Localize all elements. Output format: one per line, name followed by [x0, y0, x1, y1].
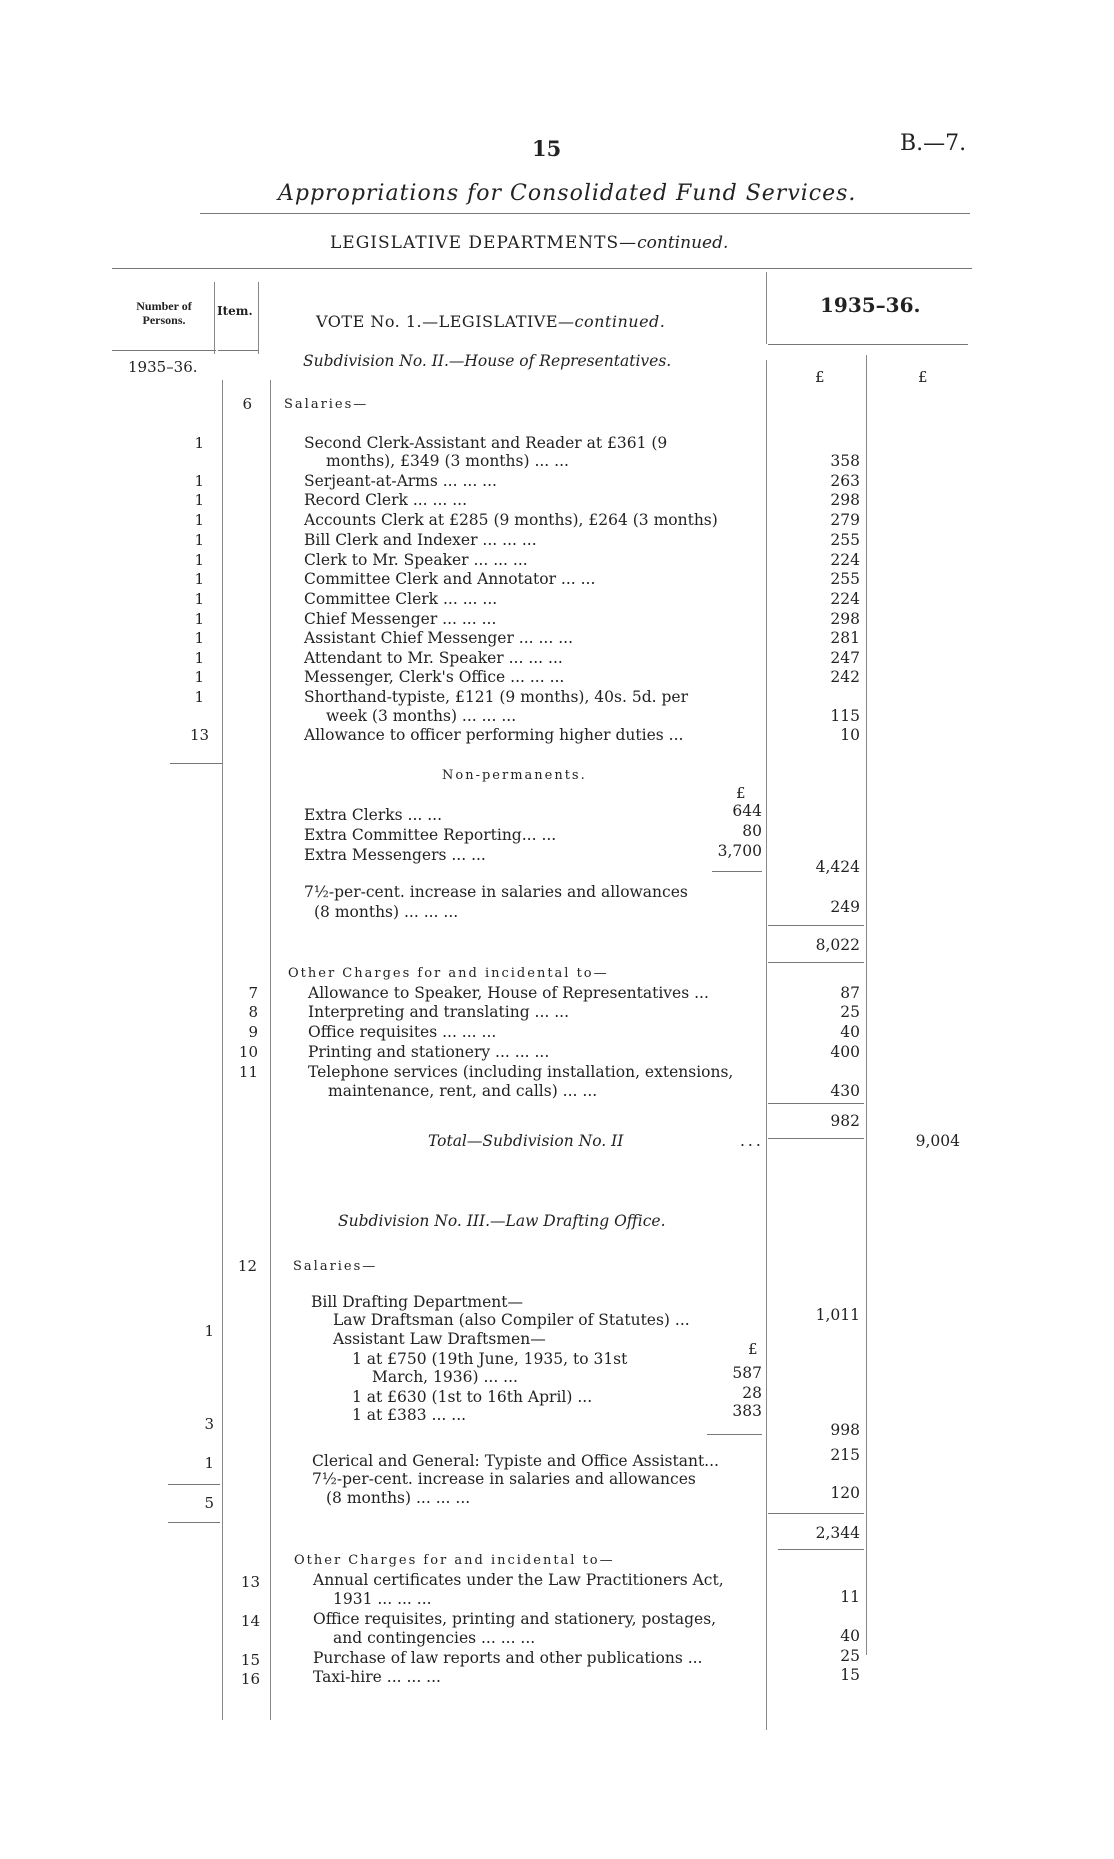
- page-number: 15: [532, 136, 562, 161]
- other-charge-text: Interpreting and translating ... ...: [308, 1003, 570, 1021]
- non-permanent-amount: 80: [742, 822, 762, 840]
- salary-row-persons: 1: [194, 491, 204, 509]
- non-permanents-pound-sign: £: [736, 784, 746, 802]
- vote-title: [316, 312, 665, 331]
- subdivision-3-persons-total: 5: [204, 1494, 214, 1512]
- assistant-draftsman-text: March, 1936) ... ...: [372, 1368, 518, 1386]
- salary-row-text: Attendant to Mr. Speaker ... ... ...: [304, 649, 563, 667]
- subdivision-2-total-dots: ...: [740, 1132, 764, 1150]
- salary-row-text: Bill Clerk and Indexer ... ... ...: [304, 531, 537, 549]
- department-continued: continued.: [637, 233, 729, 253]
- clerical-amount: 215: [830, 1446, 860, 1464]
- vote-name: VOTE No. 1.—LEGISLATIVE—: [316, 312, 575, 331]
- salary-row-amount: 115: [830, 707, 860, 725]
- assistant-total: 998: [830, 1421, 860, 1439]
- other-charge-amount: 87: [840, 984, 860, 1002]
- other-charge-amount: 40: [840, 1023, 860, 1041]
- salary-row-amount: 281: [830, 629, 860, 647]
- assistant-draftsman-text: 1 at £383 ... ...: [352, 1406, 467, 1424]
- salary-row-text: Second Clerk-Assistant and Reader at £361 (9: [304, 434, 668, 452]
- other-charges-label: Other Charges for and incidental to—: [288, 966, 609, 981]
- other-charge-text: Office requisites, printing and stationery, postages,: [313, 1610, 717, 1628]
- assistant-draftsman-amount: 383: [732, 1402, 762, 1420]
- salary-row-persons: 13: [190, 726, 210, 744]
- salary-row-amount: 242: [830, 668, 860, 686]
- increase-2-line-2: (8 months) ... ... ...: [326, 1489, 471, 1507]
- salaries-total: 8,022: [815, 936, 860, 954]
- salary-row-persons: 1: [194, 610, 204, 628]
- salary-row-text: Assistant Chief Messenger ... ... ...: [304, 629, 573, 647]
- other-charge-item-number: 7: [248, 984, 258, 1002]
- assistant-pound-sign: £: [748, 1340, 758, 1358]
- law-draftsman-persons: 1: [204, 1322, 214, 1340]
- clerical-and-general: Clerical and General: Typiste and Office Assistant...: [312, 1452, 719, 1470]
- salary-row-amount: 224: [830, 551, 860, 569]
- other-charge-text: Allowance to Speaker, House of Representatives ...: [308, 984, 709, 1002]
- salary-row-amount: 10: [840, 726, 860, 744]
- non-permanent-text: Extra Messengers ... ...: [304, 846, 486, 864]
- item-number-12: 12: [237, 1257, 257, 1275]
- other-charge-amount: 40: [840, 1627, 860, 1645]
- other-charge-text: Telephone services (including installation, extensions,: [308, 1063, 734, 1081]
- assistant-law-draftsmen: Assistant Law Draftsmen—: [333, 1330, 546, 1348]
- subdivision-2-total-label: Total—Subdivision No. II: [428, 1132, 624, 1150]
- salary-row-amount: 255: [830, 570, 860, 588]
- salary-row-amount: 247: [830, 649, 860, 667]
- assistant-persons: 3: [204, 1415, 214, 1433]
- salary-row-persons: 1: [194, 590, 204, 608]
- department-title: LEGISLATIVE DEPARTMENTS—: [330, 233, 638, 253]
- salary-row-text: Clerk to Mr. Speaker ... ... ...: [304, 551, 528, 569]
- salary-row-amount: 279: [830, 511, 860, 529]
- salary-row-text: Committee Clerk and Annotator ... ...: [304, 570, 596, 588]
- salary-row-amount: 298: [830, 491, 860, 509]
- salary-row-text: week (3 months) ... ... ...: [326, 707, 517, 725]
- other-charge-text: Taxi-hire ... ... ...: [313, 1668, 441, 1686]
- other-charge-text: 1931 ... ... ...: [333, 1590, 432, 1608]
- other-charge-text: and contingencies ... ... ...: [333, 1629, 536, 1647]
- other-charge-amount: 11: [840, 1588, 860, 1606]
- other-charge-item-number: 13: [240, 1573, 260, 1591]
- salary-row-persons: 1: [194, 570, 204, 588]
- salary-row-text: Allowance to officer performing higher duties ...: [304, 726, 684, 744]
- salary-row-amount: 224: [830, 590, 860, 608]
- other-charge-text: Purchase of law reports and other publications ...: [313, 1649, 703, 1667]
- other-charge-item-number: 9: [248, 1023, 258, 1041]
- year-left: 1935–36.: [128, 358, 198, 376]
- salary-row-persons: 1: [194, 551, 204, 569]
- non-permanent-text: Extra Clerks ... ...: [304, 806, 443, 824]
- salary-row-amount: 298: [830, 610, 860, 628]
- subdivision-2-title: Subdivision No. II.—House of Representatives.: [303, 352, 672, 370]
- law-draftsman: Law Draftsman (also Compiler of Statutes) ...: [333, 1311, 690, 1329]
- other-charge-item-number: 15: [240, 1651, 260, 1669]
- assistant-draftsman-text: 1 at £630 (1st to 16th April) ...: [352, 1388, 593, 1406]
- salaries-label-2: Salaries—: [293, 1259, 378, 1274]
- other-charges-total: 982: [830, 1112, 860, 1130]
- non-permanent-text: Extra Committee Reporting... ...: [304, 826, 557, 844]
- other-charge-item-number: 10: [238, 1043, 258, 1061]
- document-reference: B.—7.: [900, 131, 967, 156]
- increase-2-amount: 120: [830, 1484, 860, 1502]
- column-header-persons: Number of Persons.: [136, 299, 192, 327]
- other-charge-item-number: 8: [248, 1003, 258, 1021]
- assistant-draftsman-text: 1 at £750 (19th June, 1935, to 31st: [352, 1350, 628, 1368]
- item-number: 6: [242, 395, 252, 413]
- non-permanents-label: Non-permanents.: [442, 768, 587, 783]
- other-charge-amount: 430: [830, 1082, 860, 1100]
- other-charges-label-2: Other Charges for and incidental to—: [294, 1553, 615, 1568]
- pound-sign-col1: £: [815, 368, 825, 386]
- subdivision-3-title: Subdivision No. III.—Law Drafting Office.: [338, 1212, 666, 1230]
- salary-row-text: Record Clerk ... ... ...: [304, 491, 468, 509]
- other-charge-item-number: 16: [240, 1670, 260, 1688]
- other-charge-amount: 25: [840, 1003, 860, 1021]
- increase-amount: 249: [830, 898, 860, 916]
- salary-row-text: Shorthand-typiste, £121 (9 months), 40s. 5d. per: [304, 688, 688, 706]
- other-charge-amount: 400: [830, 1043, 860, 1061]
- other-charge-item-number: 14: [240, 1612, 260, 1630]
- other-charge-text: Printing and stationery ... ... ...: [308, 1043, 550, 1061]
- subdivision-3-salaries-total: 2,344: [815, 1524, 860, 1542]
- bill-drafting-department: Bill Drafting Department—: [311, 1293, 524, 1311]
- salary-row-text: Chief Messenger ... ... ...: [304, 610, 497, 628]
- other-charge-amount: 25: [840, 1647, 860, 1665]
- non-permanents-total: 4,424: [815, 858, 860, 876]
- law-draftsman-amount: 1,011: [815, 1306, 860, 1324]
- clerical-persons: 1: [204, 1454, 214, 1472]
- salary-row-persons: 1: [194, 511, 204, 529]
- pound-sign-col2: £: [918, 368, 928, 386]
- year-right: 1935–36.: [820, 293, 921, 317]
- salary-row-text: Committee Clerk ... ... ...: [304, 590, 498, 608]
- other-charge-text: maintenance, rent, and calls) ... ...: [328, 1082, 598, 1100]
- non-permanent-amount: 644: [732, 802, 762, 820]
- salary-row-persons: 1: [194, 688, 204, 706]
- other-charge-text: Annual certificates under the Law Practitioners Act,: [313, 1571, 724, 1589]
- subdivision-2-total: 9,004: [915, 1132, 960, 1150]
- increase-line-2: (8 months) ... ... ...: [314, 903, 459, 921]
- other-charge-text: Office requisites ... ... ...: [308, 1023, 497, 1041]
- assistant-draftsman-amount: 28: [742, 1384, 762, 1402]
- increase-2-line-1: 7½-per-cent. increase in salaries and allowances: [312, 1470, 696, 1488]
- salary-row-amount: 358: [830, 452, 860, 470]
- other-charge-amount: 15: [840, 1666, 860, 1684]
- salary-row-persons: 1: [194, 434, 204, 452]
- salary-row-text: Messenger, Clerk's Office ... ... ...: [304, 668, 565, 686]
- increase-line-1: 7½-per-cent. increase in salaries and allowances: [304, 883, 688, 901]
- salary-row-text: Accounts Clerk at £285 (9 months), £264 (3 months): [304, 511, 718, 529]
- salary-row-persons: 1: [194, 668, 204, 686]
- column-header-item: Item.: [217, 304, 253, 318]
- salary-row-text: Serjeant-at-Arms ... ... ...: [304, 472, 497, 490]
- page-heading: Appropriations for Consolidated Fund Services.: [278, 181, 857, 206]
- salary-row-amount: 255: [830, 531, 860, 549]
- salary-row-text: months), £349 (3 months) ... ...: [326, 452, 569, 470]
- assistant-draftsman-amount: 587: [732, 1364, 762, 1382]
- salary-row-amount: 263: [830, 472, 860, 490]
- salary-row-persons: 1: [194, 629, 204, 647]
- vote-continued: continued.: [574, 312, 666, 331]
- salary-row-persons: 1: [194, 472, 204, 490]
- salary-row-persons: 1: [194, 649, 204, 667]
- non-permanent-amount: 3,700: [717, 842, 762, 860]
- department-heading: [330, 233, 728, 253]
- salaries-label: Salaries—: [284, 397, 369, 412]
- other-charge-item-number: 11: [238, 1063, 258, 1081]
- salary-row-persons: 1: [194, 531, 204, 549]
